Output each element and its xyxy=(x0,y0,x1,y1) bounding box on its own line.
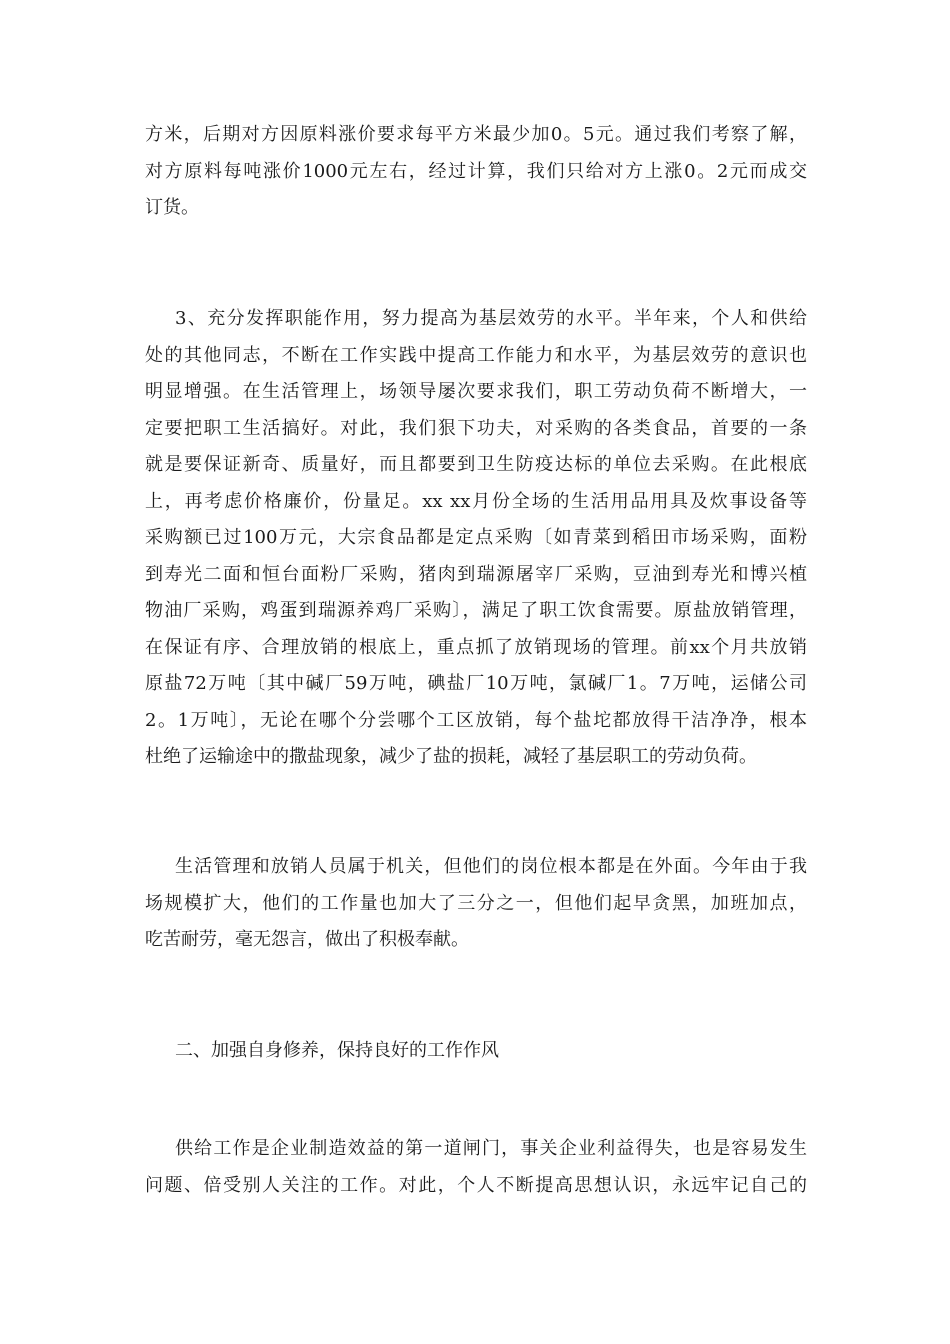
text-line: 问题、倍受别人关注的工作。对此，个人不断提高思想认识，永远牢记自己的 xyxy=(145,1174,807,1196)
text-line: 采购额已过100万元，大宗食品都是定点采购〔如青菜到稻田市场采购，面粉 xyxy=(145,527,807,548)
text-line: 3、充分发挥职能作用，努力提高为基层效劳的水平。半年来，个人和供给 xyxy=(175,308,807,329)
text-line: 方米，后期对方因原料涨价要求每平方米最少加0。5元。通过我们考察了解， xyxy=(145,124,807,145)
text-line: 物油厂采购，鸡蛋到瑞源养鸡厂采购〕，满足了职工饮食需要。原盐放销管理， xyxy=(145,600,807,621)
paragraph-staff-dedication xyxy=(145,849,807,959)
heading-line: 二、加强自身修养，保持良好的工作作风 xyxy=(175,1040,499,1061)
text-line: 杜绝了运输途中的撒盐现象，减少了盐的损耗，减轻了基层职工的劳动负荷。 xyxy=(145,746,757,767)
text-line: 定要把职工生活搞好。对此，我们狠下功夫，对采购的各类食品，首要的一条 xyxy=(145,417,807,439)
text-line: 吃苦耐劳，毫无怨言，做出了积极奉献。 xyxy=(145,929,469,950)
text-line: 供给工作是企业制造效益的第一道闸门，事关企业利益得失，也是容易发生 xyxy=(175,1138,807,1159)
text-line: 上，再考虑价格廉价，份量足。xx xx月份全场的生活用品用具及炊事设备等 xyxy=(145,490,807,512)
text-line: 对方原料每吨涨价1000元左右，经过计算，我们只给对方上涨0。2元而成交 xyxy=(145,160,807,182)
text-line: 就是要保证新奇、质量好，而且都要到卫生防疫达标的单位去采购。在此根底 xyxy=(145,454,807,475)
text-line: 明显增强。在生活管理上，场领导屡次要求我们，职工劳动负荷不断增大，一 xyxy=(145,381,807,402)
text-line: 生活管理和放销人员属于机关，但他们的岗位根本都是在外面。今年由于我 xyxy=(175,856,807,877)
text-line: 原盐72万吨〔其中碱厂59万吨，碘盐厂10万吨，氯碱厂1。7万吨，运储公司 xyxy=(145,673,807,694)
text-line: 到寿光二面和恒台面粉厂采购，猪肉到瑞源屠宰厂采购，豆油到寿光和博兴植 xyxy=(145,563,807,585)
text-line: 在保证有序、合理放销的根底上，重点抓了放销现场的管理。前xx个月共放销 xyxy=(145,636,807,658)
text-line: 订货。 xyxy=(145,197,199,218)
paragraph-price-negotiation xyxy=(145,117,807,227)
text-line: 2。1万吨〕，无论在哪个分尝哪个工区放销，每个盐坨都放得干洁净净，根本 xyxy=(145,709,807,731)
paragraph-service-level xyxy=(145,301,807,776)
paragraph-supply-work xyxy=(145,1131,807,1204)
section-heading xyxy=(145,1033,807,1070)
text-line: 处的其他同志，不断在工作实践中提高工作能力和水平，为基层效劳的意识也 xyxy=(145,344,807,366)
text-line: 场规模扩大，他们的工作量也加大了三分之一，但他们起早贪黑，加班加点， xyxy=(145,892,807,914)
